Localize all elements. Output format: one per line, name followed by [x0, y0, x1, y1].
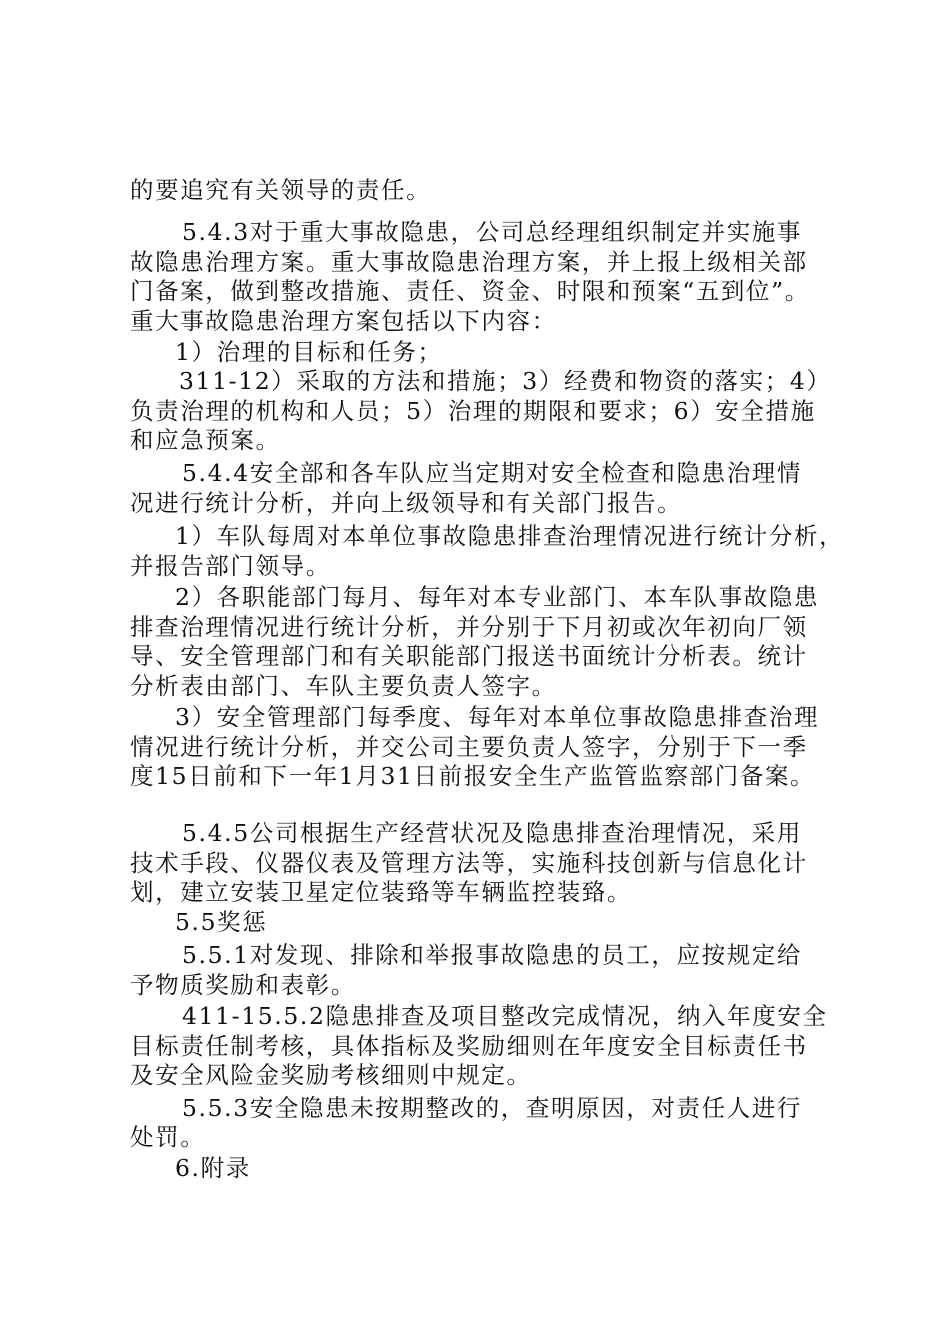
text-line: 划，建立安装卫星定位装臵等车辆监控装臵。 [130, 878, 632, 906]
text-line: 故隐患治理方案。重大事故隐患治理方案，并上报上级相关部 [130, 248, 808, 276]
text-line: 6.附录 [175, 1154, 251, 1182]
text-line: 5.4.4安全部和各车队应当定期对安全检查和隐患治理情 [182, 459, 802, 487]
text-line: 分析表由部门、车队主要负责人签字。 [130, 672, 557, 700]
text-line: 门备案，做到整改措施、责任、资金、时限和预案“五到位”。 [130, 277, 810, 305]
text-line: 予物质奖励和表彰。 [130, 971, 356, 999]
text-line: 2）各职能部门每月、每年对本专业部门、本车队事故隐患 [175, 583, 820, 611]
text-line: 导、安全管理部门和有关职能部门报送书面统计分析表。统计 [130, 642, 808, 670]
text-line: 311-12）采取的方法和措施；3）经费和物资的落实；4） [179, 367, 832, 395]
text-line: 度15日前和下一年1月31日前报安全生产监管监察部门备案。 [130, 762, 816, 790]
text-line: 排查治理情况进行统计分析，并分别于下月初或次年初向厂领 [130, 613, 808, 641]
text-line: 情况进行统计分析，并交公司主要负责人签字，分别于下一季 [130, 733, 808, 761]
text-line: 和应急预案。 [130, 426, 281, 454]
text-line: 处罚。 [130, 1123, 206, 1151]
text-line: 目标责任制考核，具体指标及奖励细则在年度安全目标责任书 [130, 1032, 808, 1060]
text-line: 及安全风险金奖励考核细则中规定。 [130, 1061, 532, 1089]
text-line: 5.5奖惩 [175, 908, 268, 936]
text-line: 技术手段、仪器仪表及管理方法等，实施科技创新与信息化计 [130, 849, 808, 877]
text-line: 1）治理的目标和任务； [175, 338, 443, 366]
text-line: 并报告部门领导。 [130, 552, 331, 580]
text-line: 1）车队每周对本单位事故隐患排查治理情况进行统计分析， [175, 522, 845, 550]
text-line: 5.4.3对于重大事故隐患，公司总经理组织制定并实施事 [182, 218, 802, 246]
text-line: 的要追究有关领导的责任。 [130, 176, 432, 204]
text-line: 411-15.5.2隐患排查及项目整改完成情况，纳入年度安全 [182, 1002, 828, 1030]
text-line: 况进行统计分析，并向上级领导和有关部门报告。 [130, 489, 683, 517]
text-line: 5.5.1对发现、排除和举报事故隐患的员工，应按规定给 [182, 941, 802, 969]
text-line: 重大事故隐患治理方案包括以下内容： [130, 307, 557, 335]
text-line: 负责治理的机构和人员；5）治理的期限和要求；6）安全措施 [130, 397, 816, 425]
text-line: 3）安全管理部门每季度、每年对本单位事故隐患排查治理 [175, 703, 820, 731]
text-line: 5.5.3安全隐患未按期整改的，查明原因，对责任人进行 [182, 1094, 802, 1122]
text-line: 5.4.5公司根据生产经营状况及隐患排查治理情况，采用 [182, 819, 802, 847]
